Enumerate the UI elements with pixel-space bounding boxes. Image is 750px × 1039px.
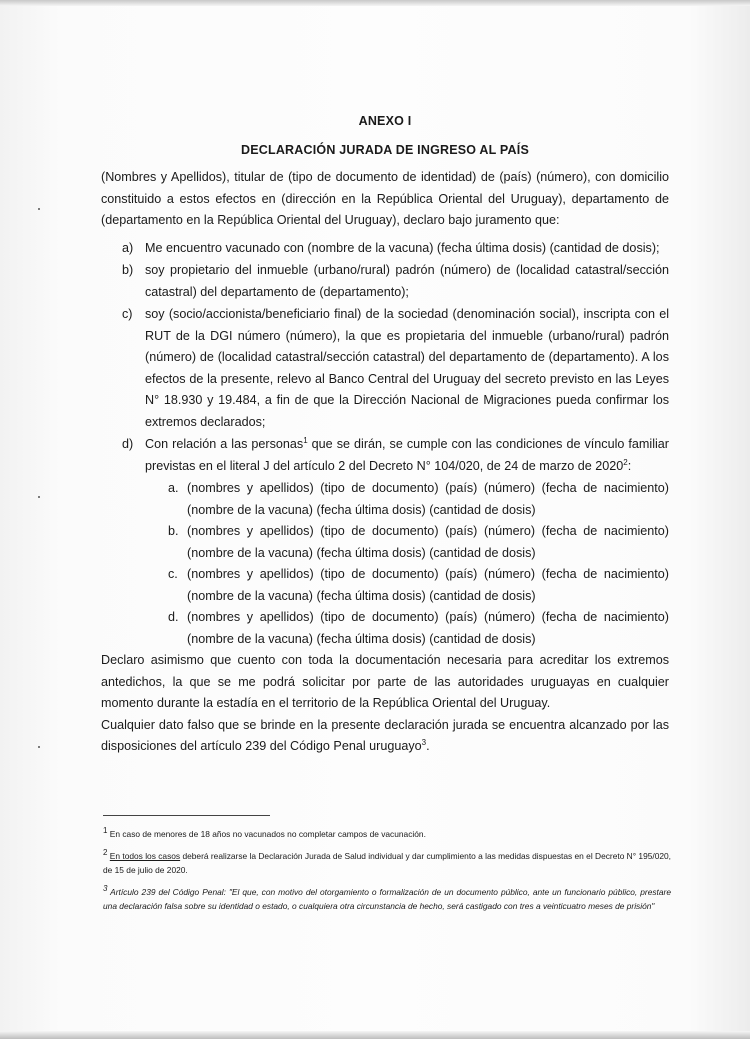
sublist-item-text: (nombres y apellidos) (tipo de documento) (país) (número) (fecha de nacimiento) (nombre de la vacuna) (fecha última dosis) (cantidad de dosis) [187, 610, 669, 646]
sublist-item-text: (nombres y apellidos) (tipo de documento) (país) (número) (fecha de nacimiento) (nombre de la vacuna) (fecha última dosis) (cantidad de dosis) [187, 524, 669, 560]
list-item [101, 238, 669, 260]
sublist-marker: a. [168, 481, 179, 495]
sublist-marker: b. [168, 524, 179, 538]
list-marker: c) [122, 307, 133, 321]
sublist-item-text: (nombres y apellidos) (tipo de documento) (país) (número) (fecha de nacimiento) (nombre de la vacuna) (fecha última dosis) (cantidad de dosis) [187, 481, 669, 517]
footnote-ref: 3 [421, 737, 427, 747]
sublist-item [101, 564, 669, 607]
scan-speck [38, 496, 40, 498]
sublist-marker: d. [168, 610, 179, 624]
closing-paragraph-2 [101, 715, 669, 758]
sublist-item [101, 478, 669, 521]
list-marker: b) [122, 263, 134, 277]
declaration-list [101, 238, 669, 651]
footnote-3 [103, 886, 671, 913]
list-item-text: : [627, 458, 632, 473]
footnote-mark: 2 [103, 848, 108, 858]
closing-paragraph-1: Declaro asimismo que cuento con toda la documentación necesaria para acreditar los extremos antedichos, la que se me podrá solicitar por parte de las autoridades uruguayas en cualquier momento durante la estadía en el territorio de la República Oriental del Uruguay. [101, 653, 669, 710]
sublist-item [101, 521, 669, 564]
page-bottom-edge [0, 1031, 750, 1039]
list-marker: d) [122, 437, 134, 451]
list-item-text: Con relación a las personas [145, 437, 304, 451]
sublist-item [101, 607, 669, 650]
persons-sublist [101, 478, 669, 650]
list-marker: a) [122, 240, 134, 255]
sublist-item-text: (nombres y apellidos) (tipo de documento) (país) (número) (fecha de nacimiento) (nombre de la vacuna) (fecha última dosis) (cantidad de dosis) [187, 567, 669, 603]
document-body [101, 114, 669, 758]
footnote-1 [103, 828, 671, 842]
sublist-marker: c. [168, 567, 178, 581]
footnote-mark: 3 [103, 884, 108, 894]
scan-speck [38, 208, 40, 210]
footnote-text: deberá realizarse la Declaración Jurada de Salud individual y dar cumplimiento a las medidas dispuestas en el Decreto N° 195/020, de 15 de julio de 2020. [103, 851, 672, 875]
page-top-edge [0, 0, 750, 6]
footnote-text: Artículo 239 del Código Penal: "El que, con motivo del otorgamiento o formalización de un documento público, ante un funcionario público, prestare una declaración falsa sobre su identidad o estado, o cualquiera otra circunstancia de hecho, será castigado con tres a veinticuatro meses de prisión" [103, 887, 671, 911]
closing-text: Cualquier dato falso que se brinde en la presente declaración jurada se encuentra alcanzado por las disposiciones del artículo 239 del Código Penal uruguayo [101, 717, 669, 753]
list-item-text: soy (socio/accionista/beneficiario final) de la sociedad (denominación social), inscripta con el RUT de la DGI número (número), la que es propietaria del inmueble (urbano/rural) padrón (número) de (localidad catastral/sección catastral) del departamento de (departamento). A los efectos de la presente, relevo al Banco Central del Uruguay del secreto previsto en las Leyes N° 18.930 y 19.484, a fin de que la Dirección Nacional de Migraciones pueda confirmar los extremos declarados; [145, 307, 669, 429]
footnote-ref: 1 [303, 435, 308, 445]
footnote-2 [103, 850, 671, 877]
footnote-ref: 2 [623, 457, 628, 467]
closing-end: . [426, 739, 430, 753]
list-item-text: soy propietario del inmueble (urbano/rural) padrón (número) de (localidad catastral/sección catastral) del departamento de (departamento); [145, 263, 669, 299]
list-item-text: Me encuentro vacunado con (nombre de la vacuna) (fecha última dosis) (cantidad de dosis); [145, 240, 660, 255]
list-item [101, 260, 669, 303]
list-item-text: que se dirán, se cumple con las condiciones de vínculo familiar previstas en el literal J del artículo 2 del Decreto N° 104/020, de 24 de marzo de 2020 [145, 437, 669, 473]
list-item-d [101, 434, 669, 477]
footnote-underlined: En todos los casos [109, 851, 181, 861]
footnote-mark: 1 [103, 826, 108, 836]
document-title: DECLARACIÓN JURADA DE INGRESO AL PAÍS [241, 143, 529, 157]
intro-paragraph: (Nombres y Apellidos), titular de (tipo de documento de identidad) de (país) (número), con domicilio constituido a estos efectos en (dirección en la República Oriental del Uruguay), departamento de (departamento en la República Oriental del Uruguay), declaro bajo juramento que: [101, 170, 669, 227]
footnote-text: En caso de menores de 18 años no vacunados no completar campos de vacunación. [107, 829, 426, 839]
footnote-divider [103, 815, 270, 816]
scan-speck [38, 746, 40, 748]
list-item [101, 304, 669, 433]
annex-title: ANEXO I [358, 114, 412, 128]
